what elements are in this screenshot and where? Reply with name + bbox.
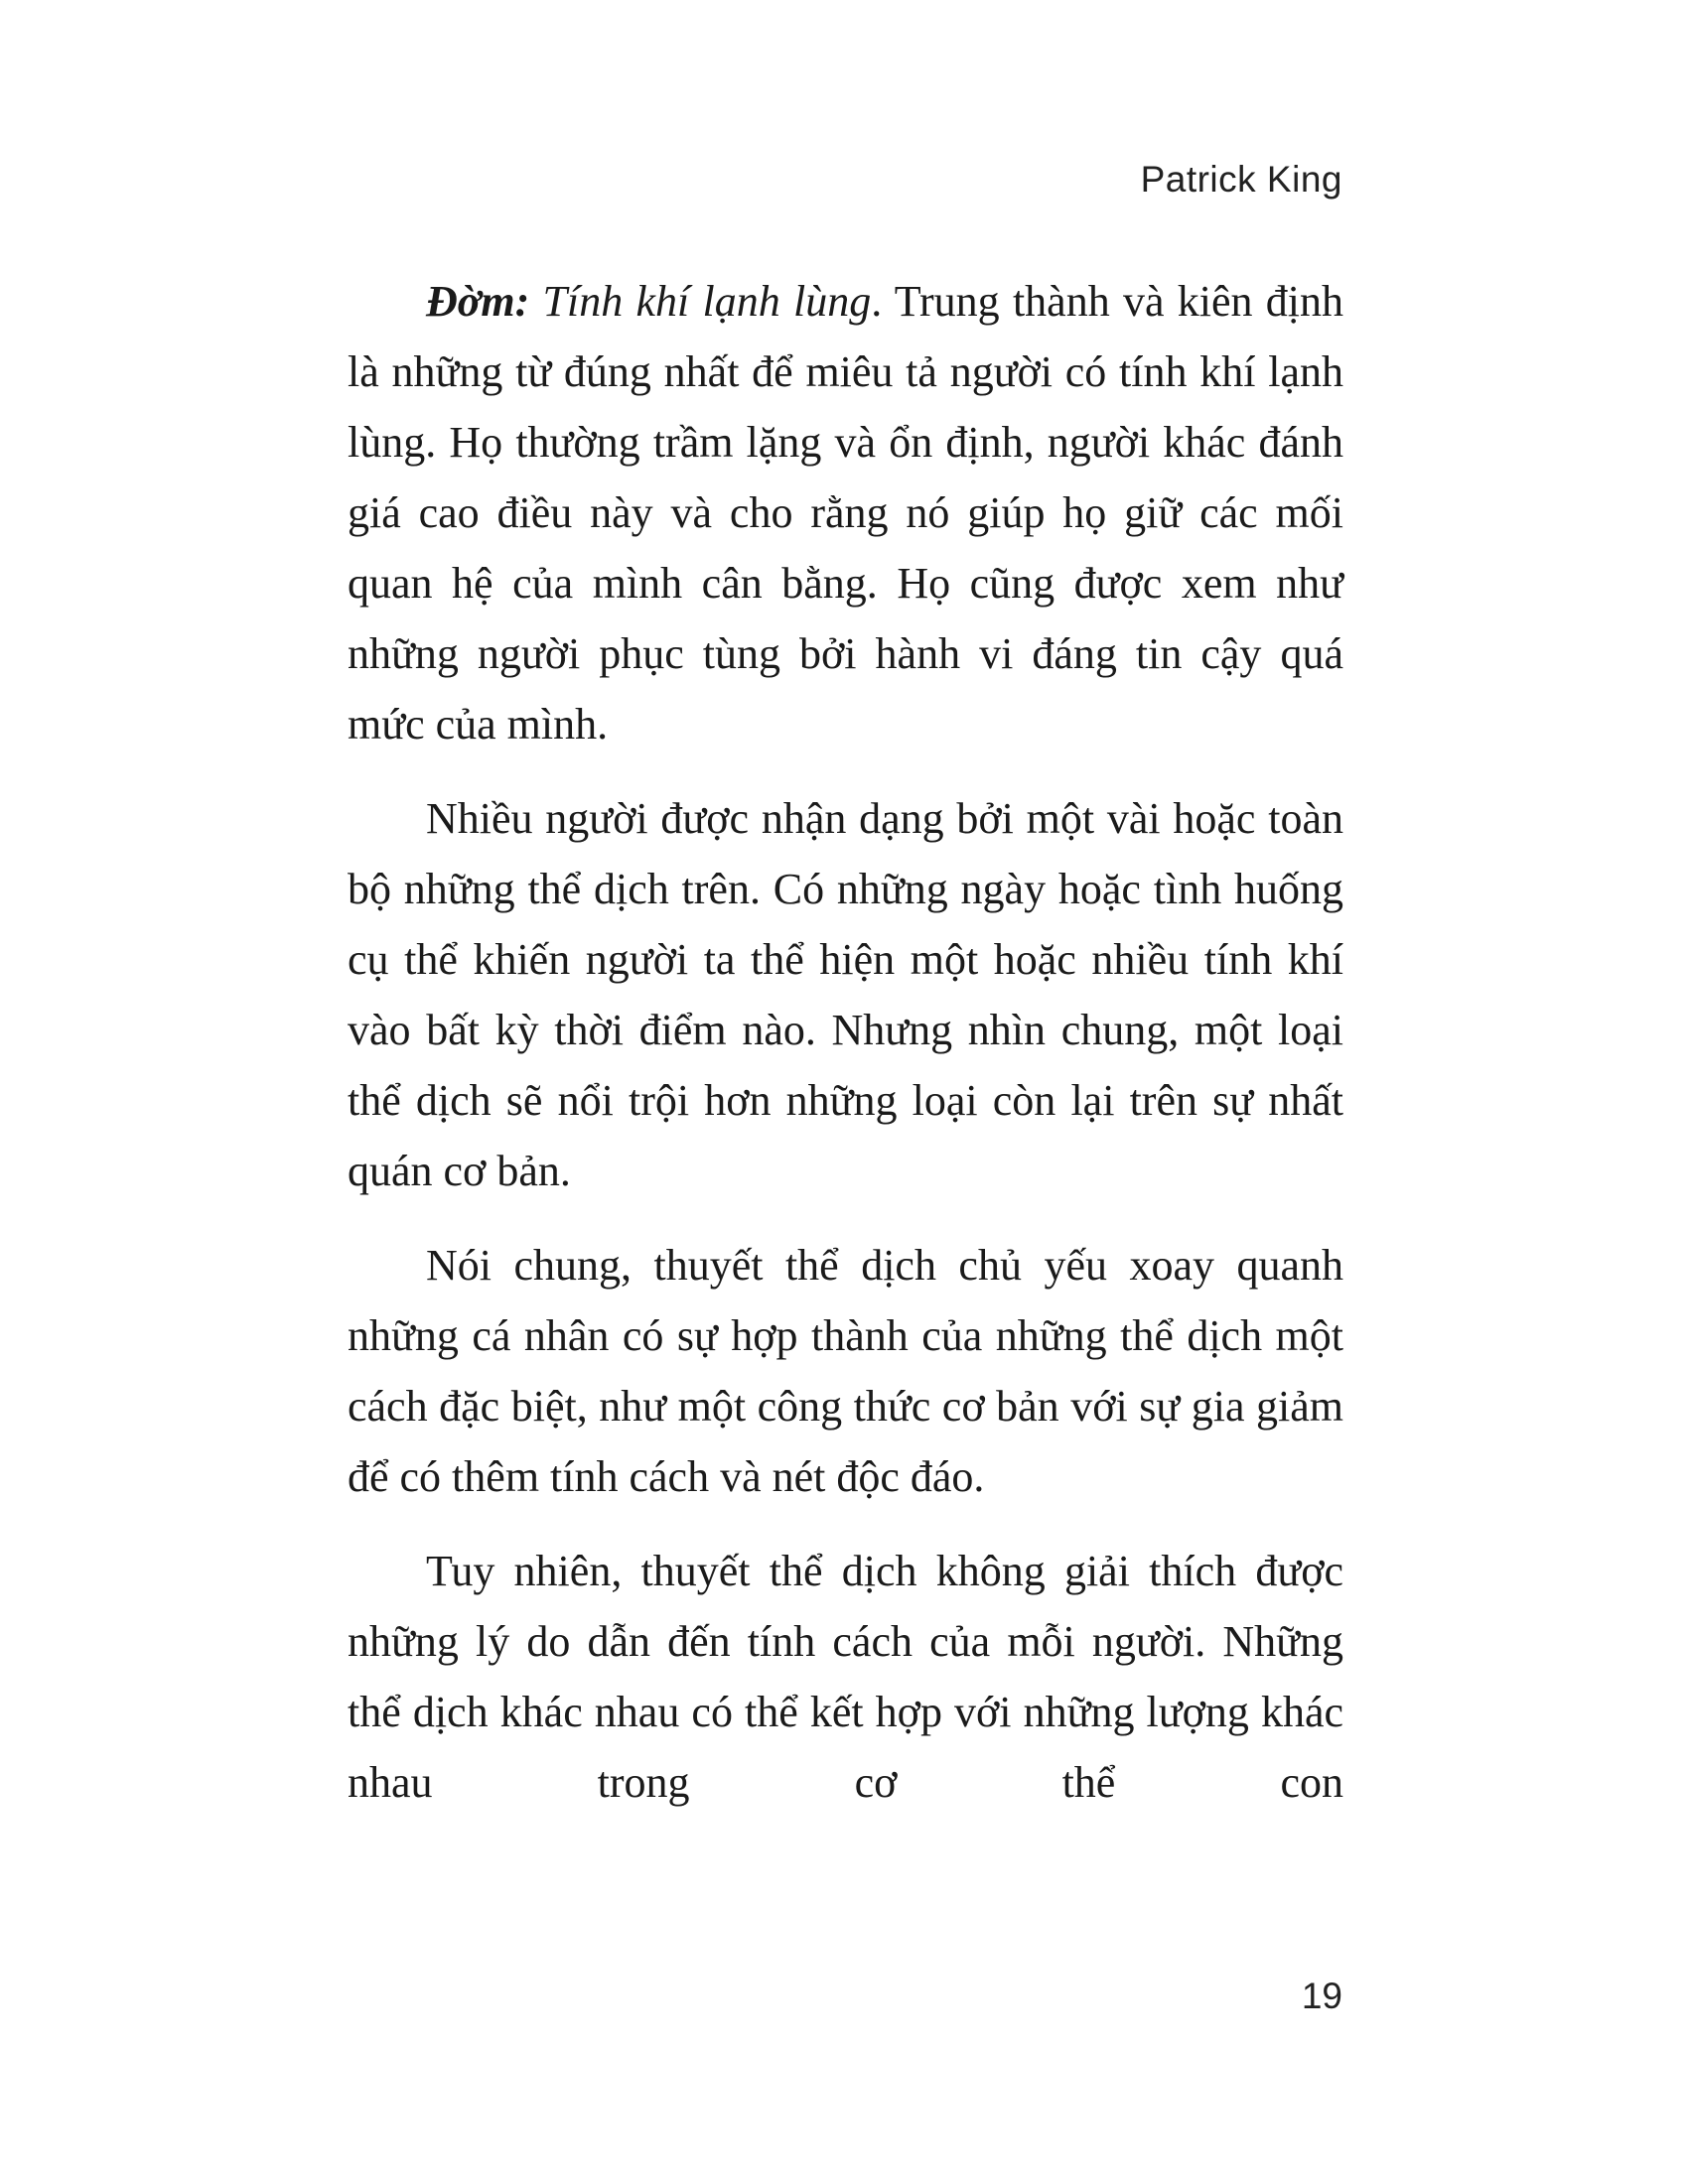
paragraph [348, 1230, 1343, 1512]
paragraph [348, 1536, 1343, 1818]
term-label: Đờm: [426, 277, 530, 326]
paragraph-text: Tuy nhiên, thuyết thể dịch không giải thích được những lý do dẫn đến tính cách của mỗi người. Những thể dịch khác nhau có thể kết hợp với những lượng khác nhau trong cơ thể con [348, 1547, 1343, 1807]
term-description: Tính khí lạnh lùng [542, 277, 872, 326]
paragraph-text: Nhiều người được nhận dạng bởi một vài hoặc toàn bộ những thể dịch trên. Có những ngày hoặc tình huống cụ thể khiến người ta thể hiện một hoặc nhiều tính khí vào bất kỳ thời điểm nào. Nhưng nhìn chung, một loại thể dịch sẽ nổi trội hơn những loại còn lại trên sự nhất quán cơ bản. [348, 794, 1343, 1195]
body-text [348, 266, 1343, 1842]
page-number: 19 [1301, 1976, 1342, 2016]
paragraph-text: Nói chung, thuyết thể dịch chủ yếu xoay quanh những cá nhân có sự hợp thành của những thể dịch một cách đặc biệt, như một công thức cơ bản với sự gia giảm để có thêm tính cách và nét độc đáo. [348, 1241, 1343, 1501]
paragraph-text: . Trung thành và kiên định là những từ đúng nhất để miêu tả người có tính khí lạnh lùng. Họ thường trầm lặng và ổn định, người khác đánh giá cao điều này và cho rằng nó giúp họ giữ các mối quan hệ của mình cân bằng. Họ cũng được xem như những người phục tùng bởi hành vi đáng tin cậy quá mức của mình. [348, 277, 1344, 749]
running-header-author: Patrick King [1140, 159, 1342, 200]
paragraph [348, 783, 1343, 1206]
paragraph-phlegmatic [348, 266, 1343, 759]
